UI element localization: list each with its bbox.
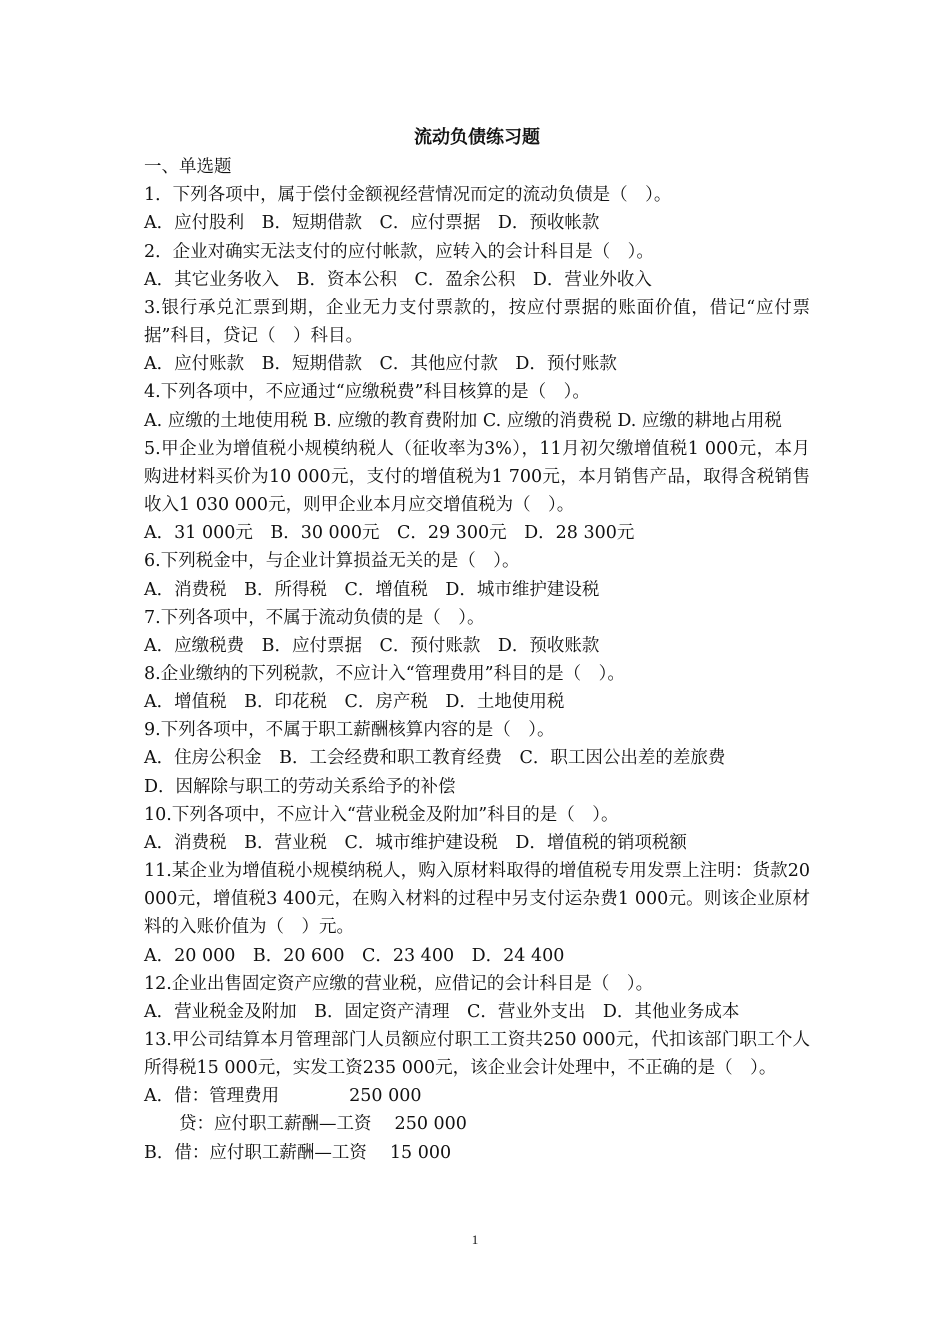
text-line: A．31 000元 B．30 000元 C．29 300元 D．28 300元 [144,523,635,544]
text-line: 8.企业缴纳的下列税款，不应计入“管理费用”科目的是（ ）。 [144,663,625,684]
text-line: A. 应缴的土地使用税 B. 应缴的教育费附加 C. 应缴的消费税 D. 应缴的耕地占用税 [144,410,782,431]
text-line: 7.下列各项中，不属于流动负债的是（ ）。 [144,607,485,628]
text-line: 11.某企业为增值税小规模纳税人，购入原材料取得的增值税专用发票上注明：货款20 000元，增值税3 400元，在购入材料的过程中另支付运杂费1 000元。则该企业原材料的入账价值为（ ）元。 [144,861,816,938]
text-line: 13.甲公司结算本月管理部门人员额应付职工工资共250 000元，代扣该部门职工个人所得税15 000元，实发工资235 000元，该企业会计处理中，不正确的是（ ）。 [144,1030,810,1079]
text-line: 3.银行承兑汇票到期，企业无力支付票款的，按应付票据的账面价值，借记“应付票据”科目，贷记（ ）科目。 [144,297,810,347]
text-line: A．借：管理费用 250 000 [144,1086,422,1107]
text-line: A．应缴税费 B．应付票据 C．预付账款 D．预收账款 [144,635,600,656]
text-line: B．借：应付职工薪酬—工资 15 000 [144,1142,452,1163]
text-line: 12.企业出售固定资产应缴的营业税，应借记的会计科目是（ ）。 [144,973,654,994]
text-line: 4.下列各项中，不应通过“应缴税费”科目核算的是（ ）。 [144,382,590,403]
text-line: A．住房公积金 B．工会经费和职工教育经费 C．职工因公出差的差旅费 [144,748,726,769]
document-title: 流动负债练习题 [414,127,540,148]
text-line: 10.下列各项中，不应计入“营业税金及附加”科目的是（ ）。 [144,804,619,825]
text-line: A．消费税 B．营业税 C．城市维护建设税 D．增值税的销项税额 [144,832,687,853]
text-line: A．应付账款 B．短期借款 C．其他应付款 D．预付账款 [144,354,617,375]
document-body [144,124,816,1167]
page-number: 1 [471,1232,479,1247]
text-line: A．消费税 B．所得税 C．增值税 D．城市维护建设税 [144,579,600,600]
text-line: A．20 000 B．20 600 C．23 400 D．24 400 [144,945,565,966]
text-line: 2．企业对确实无法支付的应付帐款，应转入的会计科目是（ ）。 [144,241,654,262]
text-line: A．营业税金及附加 B．固定资产清理 C．营业外支出 D．其他业务成本 [144,1001,740,1022]
text-line: 6.下列税金中，与企业计算损益无关的是（ ）。 [144,551,520,572]
text-line: A．增值税 B．印花税 C．房产税 D．土地使用税 [144,692,565,713]
text-line: A．其它业务收入 B．资本公积 C．盈余公积 D．营业外收入 [144,269,652,290]
text-line: 1．下列各项中，属于偿付金额视经营情况而定的流动负债是（ ）。 [144,185,672,206]
section-heading: 一、单选题 [144,157,232,178]
text-line: D．因解除与职工的劳动关系给予的补偿 [144,776,456,797]
question-list [144,181,816,1166]
text-line: 贷：应付职工薪酬—工资 250 000 [144,1114,467,1135]
text-line: 9.下列各项中，不属于职工薪酬核算内容的是（ ）。 [144,720,555,741]
text-line: 5.甲企业为增值税小规模纳税人（征收率为3%），11月初欠缴增值税1 000元，本月购进材料买价为10 000元，支付的增值税为1 700元，本月销售产品，取得含税销售收入1 030 000元，则甲企业本月应交增值税为（ ）。 [144,438,810,516]
text-line: A．应付股利 B．短期借款 C．应付票据 D．预收帐款 [144,213,600,234]
